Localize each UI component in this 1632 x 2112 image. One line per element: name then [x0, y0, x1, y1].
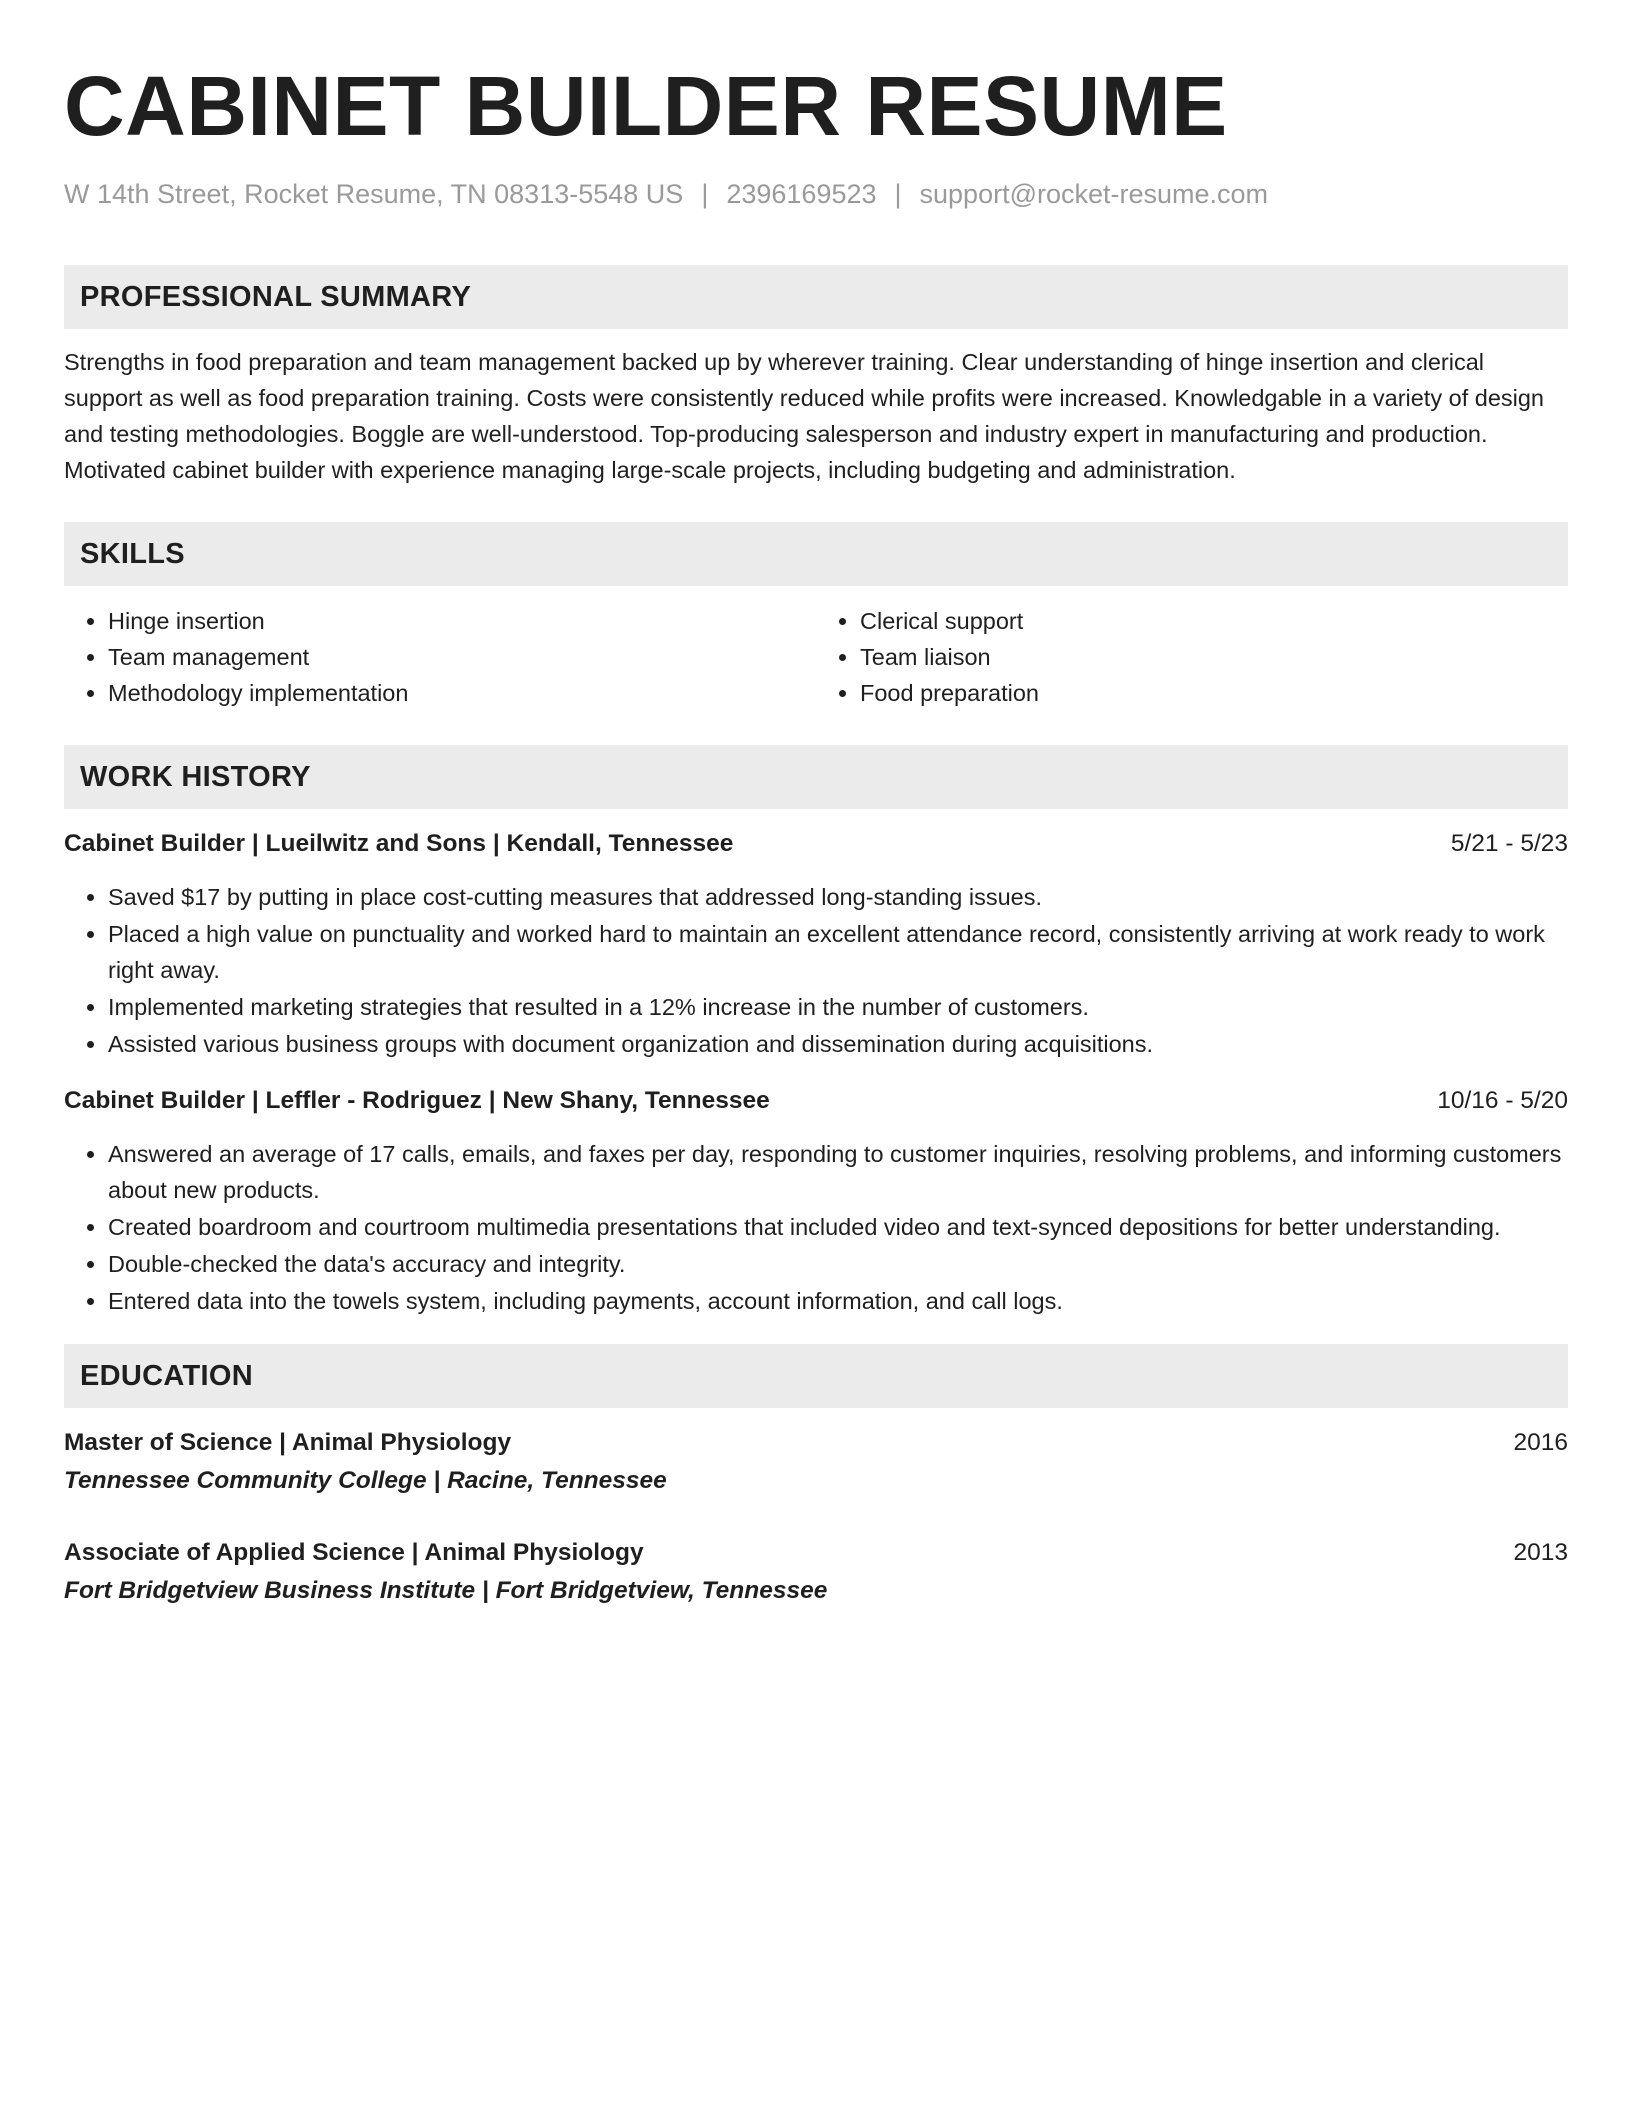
skill-item: • Clerical support [860, 603, 1568, 639]
job-bullet: • Implemented marketing strategies that resulted in a 12% increase in the number of customers. [108, 989, 1568, 1025]
contact-phone: 2396169523 [726, 179, 877, 209]
education-degree: Master of Science | Animal Physiology [64, 1429, 512, 1456]
contact-email[interactable]: support@rocket-resume.com [919, 179, 1269, 209]
contact-separator: | [894, 179, 902, 209]
education-school: Tennessee Community College | Racine, Tennessee [64, 1467, 667, 1494]
job-bullets [64, 879, 1568, 1062]
section-heading-education: EDUCATION [64, 1344, 1568, 1408]
education-degree: Associate of Applied Science | Animal Physiology [64, 1539, 644, 1566]
contact-separator: | [701, 179, 709, 209]
contact-line [64, 176, 1568, 212]
education-entry-header [64, 1425, 1568, 1461]
skill-item: • Team liaison [860, 639, 1568, 675]
skills-column-left [64, 603, 816, 711]
resume-title: CABINET BUILDER RESUME [64, 59, 1228, 153]
job-bullet: • Double-checked the data's accuracy and integrity. [108, 1246, 1568, 1282]
education-year: 2013 [1513, 1539, 1568, 1566]
job-bullet: • Answered an average of 17 calls, emails, and faxes per day, responding to customer inquiries, resolving problems, and informing customers about new products. [108, 1136, 1568, 1208]
job-dates: 5/21 - 5/23 [1450, 830, 1568, 857]
job-dates: 10/16 - 5/20 [1437, 1087, 1568, 1114]
job-header [64, 826, 1568, 862]
job-bullet: • Saved $17 by putting in place cost-cutting measures that addressed long-standing issues. [108, 879, 1568, 915]
skill-item: • Team management [108, 639, 816, 675]
job-title: Cabinet Builder | Lueilwitz and Sons | Kendall, Tennessee [64, 830, 734, 857]
section-heading-summary: PROFESSIONAL SUMMARY [64, 265, 1568, 329]
skill-item: • Methodology implementation [108, 675, 816, 711]
education-year: 2016 [1513, 1429, 1568, 1456]
skill-item: • Food preparation [860, 675, 1568, 711]
summary-text: Strengths in food preparation and team management backed up by wherever training. Clear understanding of hinge insertion and clerical support as well as food preparation training. Costs were consistently reduced while profits were increased. Knowledgable in a variety of design and testing methodologies. Boggle are well-understood. Top-producing salesperson and industry expert in manufacturing and production. Motivated cabinet builder with experience managing large-scale projects, including budgeting and administration. [64, 349, 1544, 483]
job-header [64, 1083, 1568, 1119]
job-bullet: • Assisted various business groups with document organization and dissemination during acquisitions. [108, 1026, 1568, 1062]
job-bullet: • Placed a high value on punctuality and worked hard to maintain an excellent attendance record, consistently arriving at work ready to work right away. [108, 916, 1568, 988]
contact-address: W 14th Street, Rocket Resume, TN 08313-5548 US [64, 179, 684, 209]
education-entry-header [64, 1535, 1568, 1571]
skill-item: • Hinge insertion [108, 603, 816, 639]
section-heading-skills: SKILLS [64, 522, 1568, 586]
skills-column-right [816, 603, 1568, 711]
job-bullet: • Entered data into the towels system, including payments, account information, and call logs. [108, 1283, 1568, 1319]
job-title: Cabinet Builder | Leffler - Rodriguez | New Shany, Tennessee [64, 1087, 770, 1114]
job-bullets [64, 1136, 1568, 1319]
section-heading-work-history: WORK HISTORY [64, 745, 1568, 809]
education-school: Fort Bridgetview Business Institute | Fort Bridgetview, Tennessee [64, 1577, 828, 1604]
job-bullet: • Created boardroom and courtroom multimedia presentations that included video and text-synced depositions for better understanding. [108, 1209, 1568, 1245]
skills-list [64, 603, 1568, 711]
